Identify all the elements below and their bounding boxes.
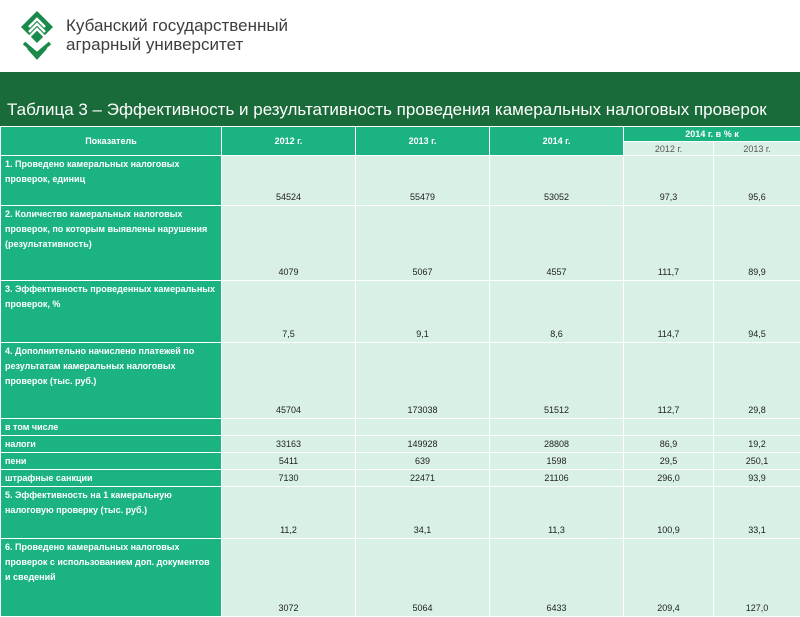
value-cell: 11,2 [222,487,356,539]
value-cell: 114,7 [624,281,714,343]
value-cell: 4557 [490,206,624,281]
value-cell: 111,7 [624,206,714,281]
value-cell: 29,5 [624,453,714,470]
header-indicator: Показатель [1,127,222,156]
value-cell: 296,0 [624,470,714,487]
value-cell: 5067 [356,206,490,281]
organization-name [66,16,288,54]
row-label: налоги [1,436,222,453]
value-cell: 33,1 [714,487,800,539]
value-cell: 53052 [490,156,624,206]
value-cell: 54524 [222,156,356,206]
table-row [1,206,800,281]
table-row [1,487,800,539]
value-cell: 112,7 [624,343,714,419]
value-cell: 639 [356,453,490,470]
table-row [1,470,800,487]
value-cell: 7,5 [222,281,356,343]
value-cell: 7130 [222,470,356,487]
value-cell [356,419,490,436]
table-row [1,343,800,419]
page-header [0,0,800,72]
value-cell: 93,9 [714,470,800,487]
row-label: 6. Проведено камеральных налоговых проверок с использованием доп. документов и сведений [1,539,222,617]
value-cell: 33163 [222,436,356,453]
value-cell: 89,9 [714,206,800,281]
value-cell [222,419,356,436]
value-cell: 11,3 [490,487,624,539]
row-label: 1. Проведено камеральных налоговых проверок, единиц [1,156,222,206]
table-row [1,156,800,206]
org-name-line1: Кубанский государственный [66,16,288,35]
value-cell: 8,6 [490,281,624,343]
value-cell: 6433 [490,539,624,617]
value-cell: 100,9 [624,487,714,539]
row-label: 2. Количество камеральных налоговых проверок, по которым выявлены нарушения (результативность) [1,206,222,281]
value-cell: 21106 [490,470,624,487]
value-cell: 250,1 [714,453,800,470]
row-label: 4. Дополнительно начислено платежей по результатам камеральных налоговых проверок (тыс. руб.) [1,343,222,419]
value-cell: 45704 [222,343,356,419]
page-title: Таблица 3 – Эффективность и результативность проведения камеральных налоговых проверок [7,100,767,120]
table-row [1,281,800,343]
value-cell: 9,1 [356,281,490,343]
title-bar [0,72,800,128]
value-cell [624,419,714,436]
table-row [1,419,800,436]
tax-audit-table [0,126,800,617]
org-name-line2: аграрный университет [66,35,288,54]
leaf-book-logo-icon [20,10,54,60]
value-cell: 3072 [222,539,356,617]
value-cell [490,419,624,436]
table-row [1,453,800,470]
row-label: пени [1,453,222,470]
table-row [1,436,800,453]
value-cell [714,419,800,436]
value-cell: 29,8 [714,343,800,419]
value-cell: 86,9 [624,436,714,453]
header-pct-2013: 2013 г. [714,142,800,156]
value-cell: 5411 [222,453,356,470]
value-cell: 1598 [490,453,624,470]
value-cell: 19,2 [714,436,800,453]
value-cell: 95,6 [714,156,800,206]
header-pct-group: 2014 г. в % к [624,127,800,142]
row-label: 3. Эффективность проведенных камеральных проверок, % [1,281,222,343]
value-cell: 55479 [356,156,490,206]
value-cell: 173038 [356,343,490,419]
value-cell: 28808 [490,436,624,453]
value-cell: 127,0 [714,539,800,617]
table-row [1,539,800,617]
value-cell: 4079 [222,206,356,281]
value-cell: 97,3 [624,156,714,206]
value-cell: 34,1 [356,487,490,539]
header-2013: 2013 г. [356,127,490,156]
row-label: 5. Эффективность на 1 камеральную налоговую проверку (тыс. руб.) [1,487,222,539]
header-2012: 2012 г. [222,127,356,156]
value-cell: 5064 [356,539,490,617]
row-label: в том числе [1,419,222,436]
value-cell: 51512 [490,343,624,419]
value-cell: 209,4 [624,539,714,617]
row-label: штрафные санкции [1,470,222,487]
value-cell: 94,5 [714,281,800,343]
value-cell: 149928 [356,436,490,453]
header-pct-2012: 2012 г. [624,142,714,156]
value-cell: 22471 [356,470,490,487]
header-2014: 2014 г. [490,127,624,156]
